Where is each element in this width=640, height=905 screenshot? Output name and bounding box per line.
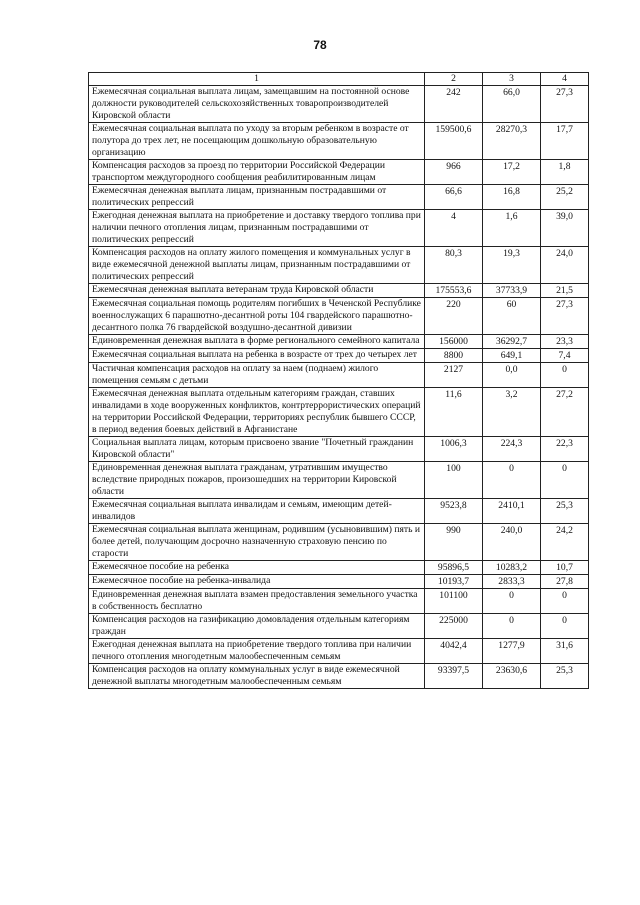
row-value-col3: 28270,3 <box>483 123 541 160</box>
table-row <box>89 499 589 524</box>
table-row <box>89 561 589 575</box>
row-description: Ежемесячная социальная выплата лицам, замещавшим на постоянной основе должности руководителей сельскохозяйственных товаропроизводителей Кировской области <box>89 86 425 123</box>
row-value-col3: 19,3 <box>483 247 541 284</box>
header-col-2: 2 <box>425 73 483 86</box>
row-value-col2: 175553,6 <box>425 284 483 298</box>
row-value-col4: 1,8 <box>541 160 589 185</box>
row-value-col2: 101100 <box>425 589 483 614</box>
row-value-col3: 60 <box>483 298 541 335</box>
header-row <box>89 73 589 86</box>
row-value-col3: 2410,1 <box>483 499 541 524</box>
row-description: Единовременная денежная выплата взамен предоставления земельного участка в собственность бесплатно <box>89 589 425 614</box>
row-value-col4: 21,5 <box>541 284 589 298</box>
row-value-col4: 0 <box>541 589 589 614</box>
header-col-3: 3 <box>483 73 541 86</box>
row-value-col4: 27,2 <box>541 388 589 437</box>
table-row <box>89 86 589 123</box>
row-description: Ежемесячная социальная выплата на ребенка в возрасте от трех до четырех лет <box>89 349 425 363</box>
row-value-col3: 16,8 <box>483 185 541 210</box>
row-value-col2: 220 <box>425 298 483 335</box>
row-value-col2: 10193,7 <box>425 575 483 589</box>
row-description: Единовременная денежная выплата в форме регионального семейного капитала <box>89 335 425 349</box>
row-value-col2: 9523,8 <box>425 499 483 524</box>
row-value-col2: 2127 <box>425 363 483 388</box>
table-row <box>89 575 589 589</box>
row-description: Ежемесячная социальная выплата по уходу за вторым ребенком в возрасте от полутора до трех лет, не посещающим дошкольную образовательную организацию <box>89 123 425 160</box>
row-description: Ежемесячная социальная выплата инвалидам и семьям, имеющим детей-инвалидов <box>89 499 425 524</box>
table-row <box>89 160 589 185</box>
row-value-col3: 649,1 <box>483 349 541 363</box>
row-value-col3: 1277,9 <box>483 639 541 664</box>
budget-table <box>88 72 589 689</box>
table-row <box>89 298 589 335</box>
row-value-col3: 0 <box>483 589 541 614</box>
row-value-col4: 31,6 <box>541 639 589 664</box>
row-value-col4: 10,7 <box>541 561 589 575</box>
table-row <box>89 462 589 499</box>
row-value-col3: 36292,7 <box>483 335 541 349</box>
row-value-col4: 27,3 <box>541 298 589 335</box>
row-description: Социальная выплата лицам, которым присвоено звание "Почетный гражданин Кировской области" <box>89 437 425 462</box>
table-row <box>89 664 589 689</box>
row-description: Компенсация расходов на оплату жилого помещения и коммунальных услуг в виде ежемесячной денежной выплаты лицам, признанным пострадавшими от политических репрессий <box>89 247 425 284</box>
row-description: Частичная компенсация расходов на оплату за наем (поднаем) жилого помещения семьям с детьми <box>89 363 425 388</box>
row-value-col3: 2833,3 <box>483 575 541 589</box>
row-value-col4: 0 <box>541 462 589 499</box>
row-value-col4: 17,7 <box>541 123 589 160</box>
row-value-col4: 0 <box>541 363 589 388</box>
row-value-col4: 25,3 <box>541 499 589 524</box>
row-description: Ежегодная денежная выплата на приобретение и доставку твердого топлива при наличии печного отопления лицам, признанным пострадавшими от политических репрессий <box>89 210 425 247</box>
row-value-col3: 17,2 <box>483 160 541 185</box>
row-value-col2: 1006,3 <box>425 437 483 462</box>
table-row <box>89 123 589 160</box>
row-value-col4: 22,3 <box>541 437 589 462</box>
table-row <box>89 247 589 284</box>
row-value-col3: 1,6 <box>483 210 541 247</box>
table-row <box>89 437 589 462</box>
row-description: Ежемесячное пособие на ребенка <box>89 561 425 575</box>
row-value-col3: 3,2 <box>483 388 541 437</box>
table-row <box>89 210 589 247</box>
row-description: Компенсация расходов на газификацию домовладения отдельным категориям граждан <box>89 614 425 639</box>
row-value-col2: 4042,4 <box>425 639 483 664</box>
row-value-col4: 0 <box>541 614 589 639</box>
table-row <box>89 349 589 363</box>
table-row <box>89 335 589 349</box>
table-body <box>89 86 589 689</box>
row-value-col3: 240,0 <box>483 524 541 561</box>
table-row <box>89 388 589 437</box>
row-value-col3: 224,3 <box>483 437 541 462</box>
row-value-col2: 156000 <box>425 335 483 349</box>
header-col-4: 4 <box>541 73 589 86</box>
row-description: Ежемесячная денежная выплата отдельным категориям граждан, ставших инвалидами в ходе вооруженных конфликтов, контртеррористических операций на территории Российской Федерации, территориях республик бывшего СССР, в период ведения боевых действий в Афганистане <box>89 388 425 437</box>
row-value-col4: 24,0 <box>541 247 589 284</box>
row-value-col2: 100 <box>425 462 483 499</box>
table-row <box>89 614 589 639</box>
row-value-col4: 27,8 <box>541 575 589 589</box>
table-row <box>89 639 589 664</box>
table-row <box>89 363 589 388</box>
row-value-col2: 93397,5 <box>425 664 483 689</box>
row-value-col2: 8800 <box>425 349 483 363</box>
row-description: Ежемесячная денежная выплата лицам, признанным пострадавшими от политических репрессий <box>89 185 425 210</box>
row-description: Компенсация расходов за проезд по территории Российской Федерации транспортом междугородного сообщения реабилитированным лицам <box>89 160 425 185</box>
row-value-col4: 25,2 <box>541 185 589 210</box>
row-value-col4: 7,4 <box>541 349 589 363</box>
row-description: Ежегодная денежная выплата на приобретение твердого топлива при наличии печного отопления многодетным малообеспеченным семьям <box>89 639 425 664</box>
table-row <box>89 284 589 298</box>
row-value-col3: 23630,6 <box>483 664 541 689</box>
header-col-1: 1 <box>89 73 425 86</box>
row-value-col3: 0,0 <box>483 363 541 388</box>
table-row <box>89 589 589 614</box>
row-value-col2: 242 <box>425 86 483 123</box>
row-value-col4: 23,3 <box>541 335 589 349</box>
row-description: Ежемесячная социальная выплата женщинам, родившим (усыновившим) пять и более детей, получающим досрочно назначенную страховую пенсию по старости <box>89 524 425 561</box>
row-value-col3: 66,0 <box>483 86 541 123</box>
row-value-col2: 66,6 <box>425 185 483 210</box>
row-description: Компенсация расходов на оплату коммунальных услуг в виде ежемесячной денежной выплаты многодетным малообеспеченным семьям <box>89 664 425 689</box>
row-description: Единовременная денежная выплата гражданам, утратившим имущество вследствие природных пожаров, произошедших на территории Кировской области <box>89 462 425 499</box>
row-value-col2: 159500,6 <box>425 123 483 160</box>
row-value-col2: 966 <box>425 160 483 185</box>
row-value-col3: 0 <box>483 614 541 639</box>
row-value-col3: 37733,9 <box>483 284 541 298</box>
row-description: Ежемесячная социальная помощь родителям погибших в Чеченской Республике военнослужащих 6 парашютно-десантной роты 104 гвардейского парашютно-десантного полка 76 гвардейской воздушно-десантной дивизии <box>89 298 425 335</box>
page-number: 78 <box>313 38 327 52</box>
row-value-col3: 0 <box>483 462 541 499</box>
row-description: Ежемесячное пособие на ребенка-инвалида <box>89 575 425 589</box>
row-value-col4: 24,2 <box>541 524 589 561</box>
table-row <box>89 524 589 561</box>
table-row <box>89 185 589 210</box>
row-value-col4: 25,3 <box>541 664 589 689</box>
row-value-col4: 39,0 <box>541 210 589 247</box>
row-value-col2: 225000 <box>425 614 483 639</box>
row-value-col4: 27,3 <box>541 86 589 123</box>
row-value-col2: 95896,5 <box>425 561 483 575</box>
row-value-col2: 11,6 <box>425 388 483 437</box>
row-value-col3: 10283,2 <box>483 561 541 575</box>
row-description: Ежемесячная денежная выплата ветеранам труда Кировской области <box>89 284 425 298</box>
row-value-col2: 990 <box>425 524 483 561</box>
row-value-col2: 4 <box>425 210 483 247</box>
row-value-col2: 80,3 <box>425 247 483 284</box>
table-header <box>89 73 589 86</box>
